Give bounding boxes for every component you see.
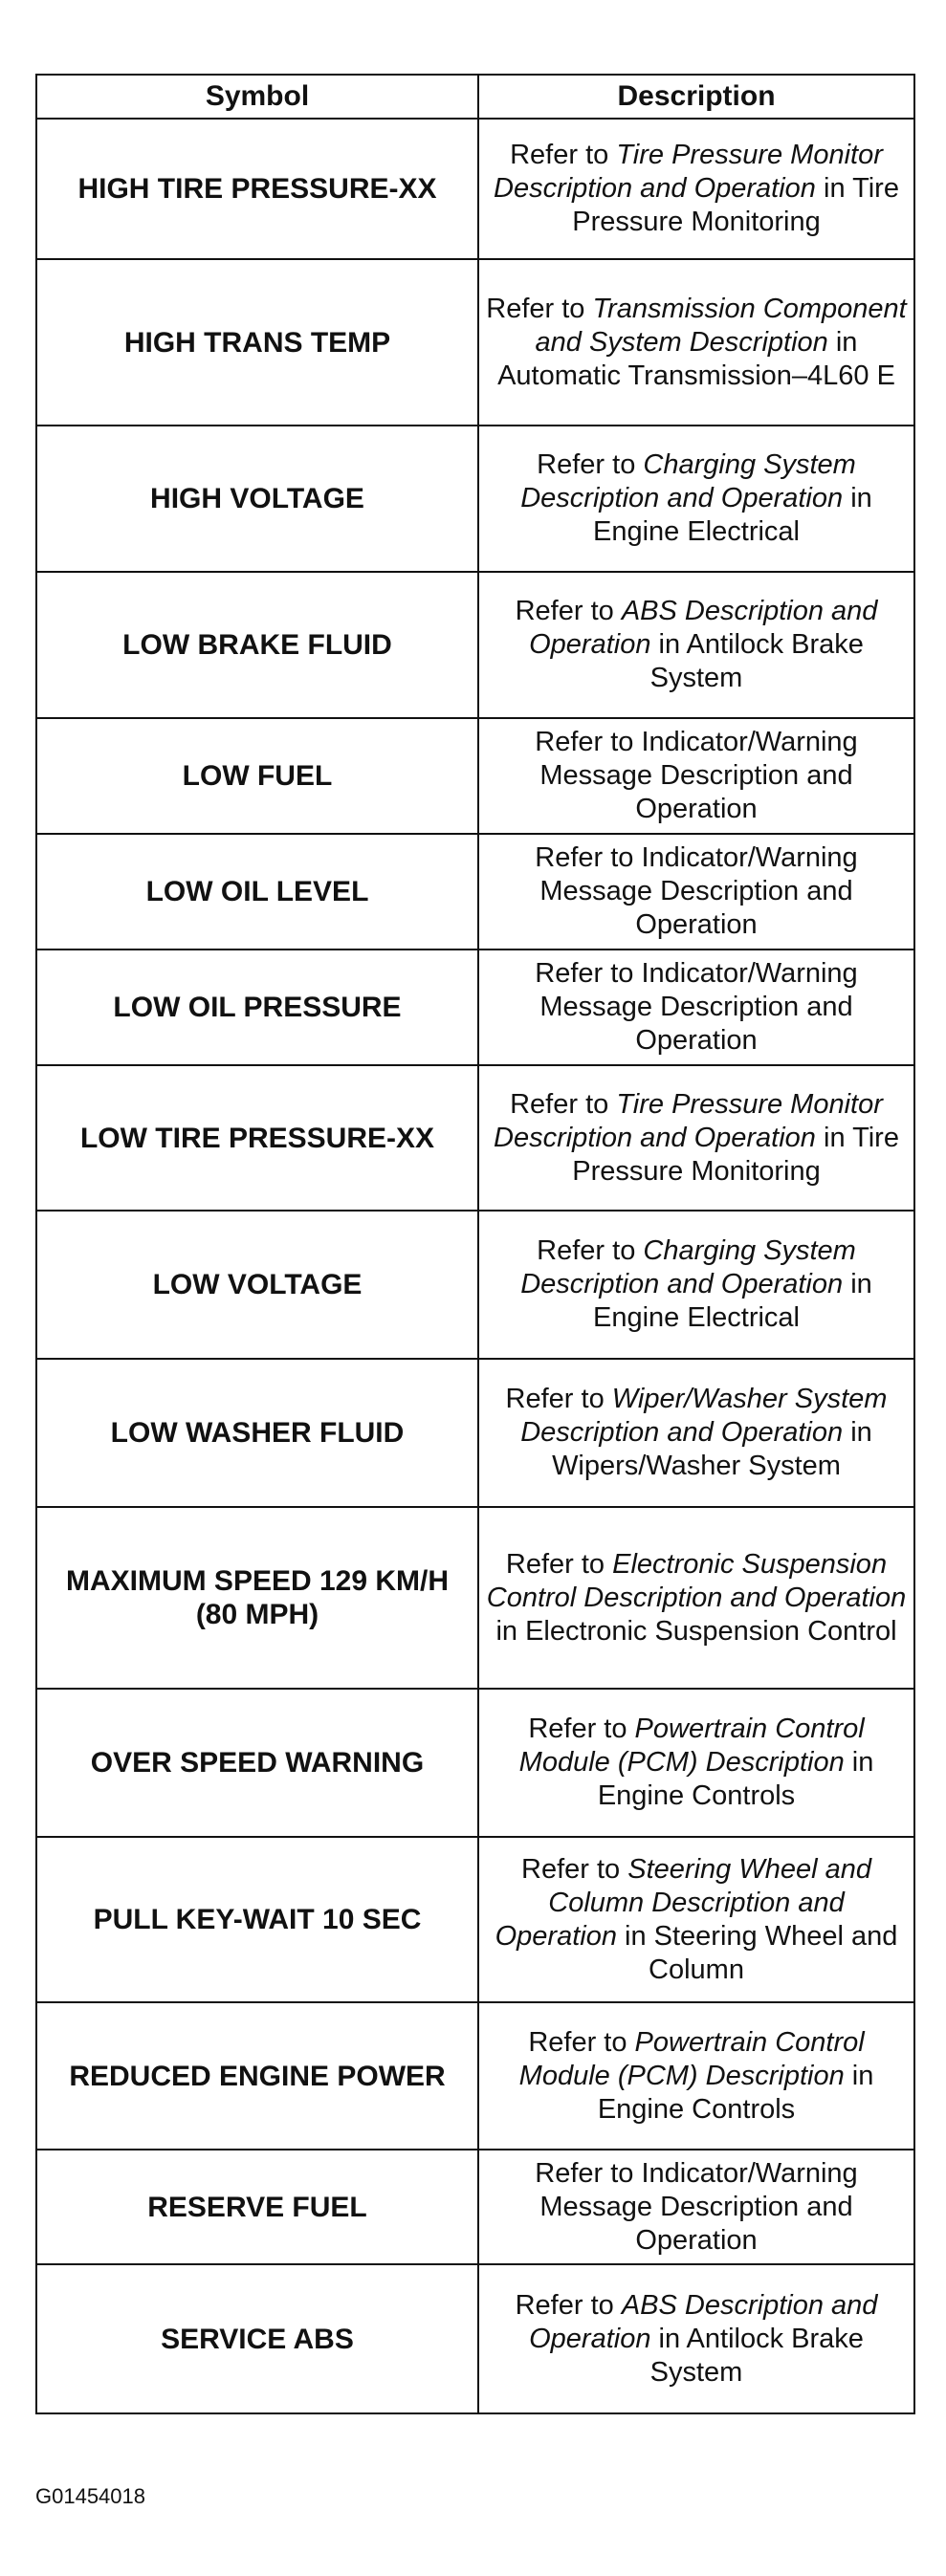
- description-cell: [478, 2002, 914, 2150]
- description-suffix: in Wipers/Washer System: [552, 1417, 872, 1481]
- description-column-header: Description: [478, 75, 914, 119]
- description-prefix: Refer to Indicator/Warning Message Description and Operation: [535, 958, 858, 1056]
- description-cell: [478, 2264, 914, 2413]
- table-body: [36, 119, 914, 2413]
- description-reference: Charging System Description and Operation: [520, 449, 856, 513]
- table-row: [36, 426, 914, 572]
- figure-id-label: G01454018: [35, 2484, 145, 2508]
- symbol-cell: MAXIMUM SPEED 129 KM/H (80 MPH): [36, 1507, 478, 1689]
- description-prefix: Refer to Indicator/Warning Message Description and Operation: [535, 727, 858, 824]
- symbol-cell: OVER SPEED WARNING: [36, 1689, 478, 1837]
- description-suffix: in Engine Controls: [597, 2060, 874, 2125]
- symbol-cell: LOW WASHER FLUID: [36, 1359, 478, 1507]
- table-row: [36, 1359, 914, 1507]
- table-row: [36, 2264, 914, 2413]
- description-suffix: in Antilock Brake System: [649, 629, 864, 693]
- description-reference: Charging System Description and Operation: [520, 1235, 856, 1299]
- description-reference: ABS Description and Operation: [529, 2289, 878, 2354]
- symbol-cell: LOW VOLTAGE: [36, 1211, 478, 1359]
- table-row: [36, 2150, 914, 2264]
- symbol-cell: LOW OIL PRESSURE: [36, 950, 478, 1065]
- description-cell: [478, 1359, 914, 1507]
- table-row: [36, 2002, 914, 2150]
- description-prefix: Refer to: [515, 596, 622, 626]
- description-cell: [478, 1689, 914, 1837]
- symbol-cell: LOW BRAKE FLUID: [36, 572, 478, 718]
- description-reference: Powertrain Control Module (PCM) Description: [518, 2026, 865, 2091]
- symbol-cell: LOW FUEL: [36, 718, 478, 834]
- description-prefix: Refer to: [486, 293, 593, 324]
- description-suffix: in Tire Pressure Monitoring: [572, 173, 899, 237]
- table-row: [36, 1065, 914, 1211]
- description-cell: [478, 834, 914, 950]
- symbol-cell: RESERVE FUEL: [36, 2150, 478, 2264]
- description-suffix: in Tire Pressure Monitoring: [572, 1122, 899, 1187]
- table-row: [36, 119, 914, 259]
- description-suffix: in Steering Wheel and Column: [616, 1920, 898, 1985]
- symbol-cell: LOW OIL LEVEL: [36, 834, 478, 950]
- table-row: [36, 259, 914, 426]
- description-reference: Powertrain Control Module (PCM) Description: [518, 1714, 865, 1778]
- description-reference: Tire Pressure Monitor Description and Operation: [494, 140, 883, 204]
- description-cell: [478, 2150, 914, 2264]
- description-prefix: Refer to: [537, 1235, 644, 1266]
- table-header-row: [36, 75, 914, 119]
- symbol-cell: HIGH TIRE PRESSURE-XX: [36, 119, 478, 259]
- description-prefix: Refer to: [528, 2026, 635, 2058]
- table-row: [36, 1507, 914, 1689]
- message-table-container: [35, 74, 913, 2414]
- description-cell: [478, 950, 914, 1065]
- description-suffix: in Engine Electrical: [593, 1269, 872, 1333]
- table-row: [36, 1837, 914, 2002]
- description-suffix: in Electronic Suspension Control: [495, 1615, 897, 1647]
- description-cell: [478, 1065, 914, 1211]
- description-reference: Transmission Component and System Description: [535, 293, 907, 358]
- description-prefix: Refer to Indicator/Warning Message Description and Operation: [535, 2157, 858, 2256]
- description-prefix: Refer to: [505, 1384, 612, 1414]
- symbol-cell: HIGH TRANS TEMP: [36, 259, 478, 426]
- symbol-cell: LOW TIRE PRESSURE-XX: [36, 1065, 478, 1211]
- description-cell: [478, 1507, 914, 1689]
- description-prefix: Refer to: [510, 140, 617, 170]
- description-reference: Steering Wheel and Column Description and Operation: [495, 1853, 871, 1952]
- description-prefix: Refer to: [528, 1714, 635, 1744]
- table-row: [36, 1689, 914, 1837]
- message-table: [35, 74, 915, 2414]
- description-suffix: in Automatic Transmission–4L60 E: [497, 326, 895, 391]
- description-prefix: Refer to: [505, 1548, 613, 1580]
- description-reference: Wiper/Washer System Description and Operation: [520, 1384, 888, 1448]
- description-prefix: Refer to: [521, 1853, 628, 1885]
- symbol-cell: HIGH VOLTAGE: [36, 426, 478, 572]
- description-reference: Tire Pressure Monitor Description and Operation: [494, 1088, 883, 1153]
- description-cell: [478, 1211, 914, 1359]
- description-reference: ABS Description and Operation: [529, 596, 878, 660]
- table-row: [36, 572, 914, 718]
- symbol-cell: PULL KEY-WAIT 10 SEC: [36, 1837, 478, 2002]
- description-cell: [478, 1837, 914, 2002]
- description-prefix: Refer to: [510, 1088, 617, 1120]
- description-prefix: Refer to Indicator/Warning Message Description and Operation: [535, 842, 858, 940]
- table-row: [36, 834, 914, 950]
- description-suffix: in Engine Electrical: [593, 483, 872, 547]
- table-row: [36, 1211, 914, 1359]
- description-reference: Electronic Suspension Control Description and Operation: [486, 1548, 907, 1613]
- description-prefix: Refer to: [537, 449, 644, 480]
- table-row: [36, 950, 914, 1065]
- symbol-cell: SERVICE ABS: [36, 2264, 478, 2413]
- description-suffix: in Engine Controls: [597, 1747, 874, 1811]
- table-row: [36, 718, 914, 834]
- description-cell: [478, 572, 914, 718]
- description-suffix: in Antilock Brake System: [649, 2323, 864, 2388]
- description-cell: [478, 426, 914, 572]
- description-cell: [478, 119, 914, 259]
- description-cell: [478, 259, 914, 426]
- symbol-cell: REDUCED ENGINE POWER: [36, 2002, 478, 2150]
- description-cell: [478, 718, 914, 834]
- symbol-column-header: Symbol: [36, 75, 478, 119]
- description-prefix: Refer to: [515, 2289, 622, 2321]
